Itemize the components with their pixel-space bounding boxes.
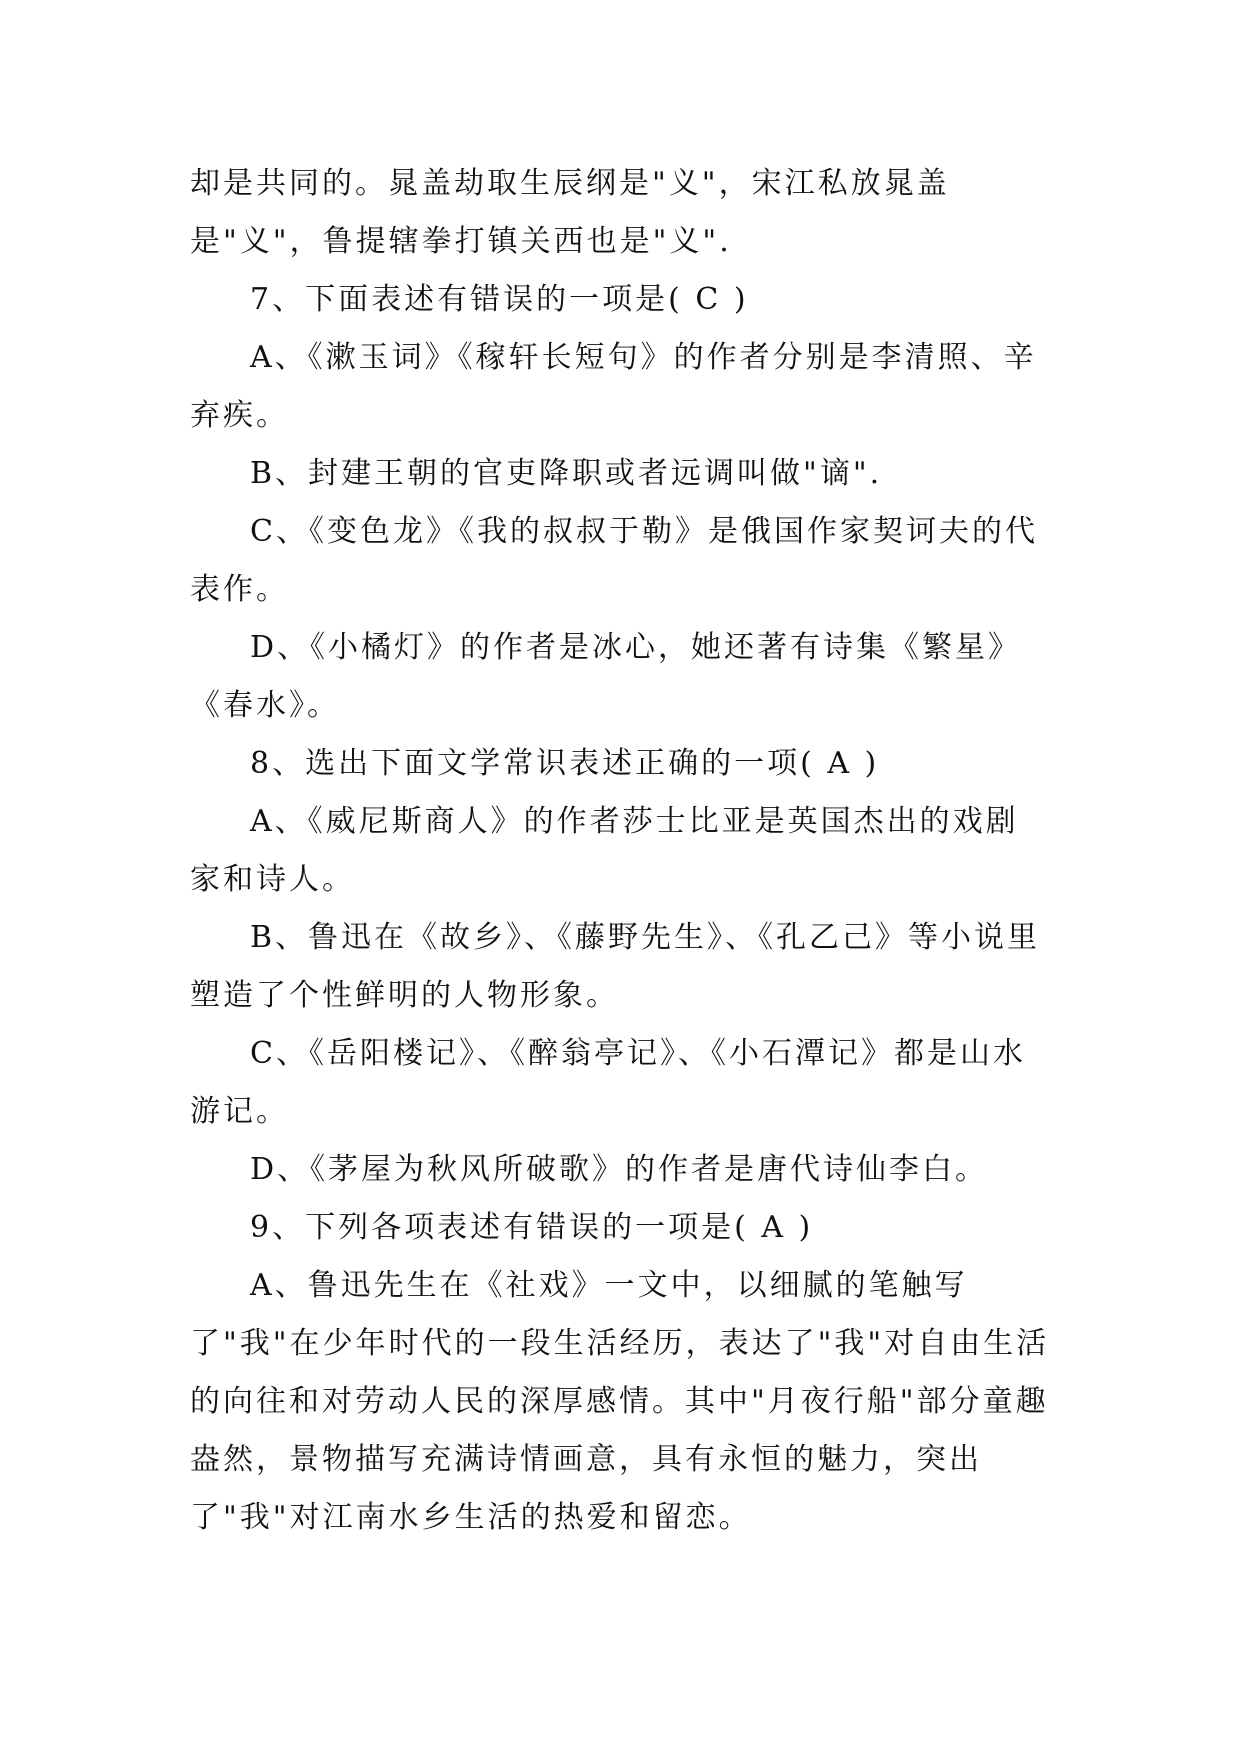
question-9: 9、下列各项表述有错误的一项是( A ) — [250, 1210, 814, 1245]
question-7-option-d: D、《小橘灯》的作者是冰心，她还著有诗集《繁星》《春水》。 — [190, 630, 1022, 723]
question-8-option-c: C、《岳阳楼记》、《醉翁亭记》、《小石潭记》都是山水游记。 — [190, 1036, 1026, 1129]
question-8: 8、选出下面文学常识表述正确的一项( A ) — [250, 746, 880, 781]
question-8-option-b: B、鲁迅在《故乡》、《藤野先生》、《孔乙己》等小说里塑造了个性鲜明的人物形象。 — [190, 920, 1041, 1013]
question-7-option-a: A、《漱玉词》《稼轩长短句》的作者分别是李清照、辛弃疾。 — [190, 340, 1037, 433]
question-8-option-a: A、《威尼斯商人》的作者莎士比亚是英国杰出的戏剧家和诗人。 — [190, 804, 1019, 897]
paragraph-continuation: 却是共同的。晁盖劫取生辰纲是"义"，宋江私放晁盖是"义"，鲁提辖拳打镇关西也是"义". — [190, 166, 950, 259]
question-7: 7、下面表述有错误的一项是( C ) — [250, 282, 749, 317]
question-7-option-c: C、《变色龙》《我的叔叔于勒》是俄国作家契诃夫的代表作。 — [190, 514, 1038, 607]
question-9-option-a: A、鲁迅先生在《社戏》一文中，以细腻的笔触写了"我"在少年时代的一段生活经历，表达了"我"对自由生活的向往和对劳动人民的深厚感情。其中"月夜行船"部分童趣盎然，景物描写充满诗情画意，具有永恒的魅力，突出了"我"对江南水乡生活的热爱和留恋。 — [190, 1268, 1050, 1535]
question-8-option-d: D、《茅屋为秋风所破歌》的作者是唐代诗仙李白。 — [250, 1152, 989, 1187]
document-body — [190, 155, 1050, 1547]
question-7-option-b: B、封建王朝的官吏降职或者远调叫做"谪". — [250, 456, 883, 491]
